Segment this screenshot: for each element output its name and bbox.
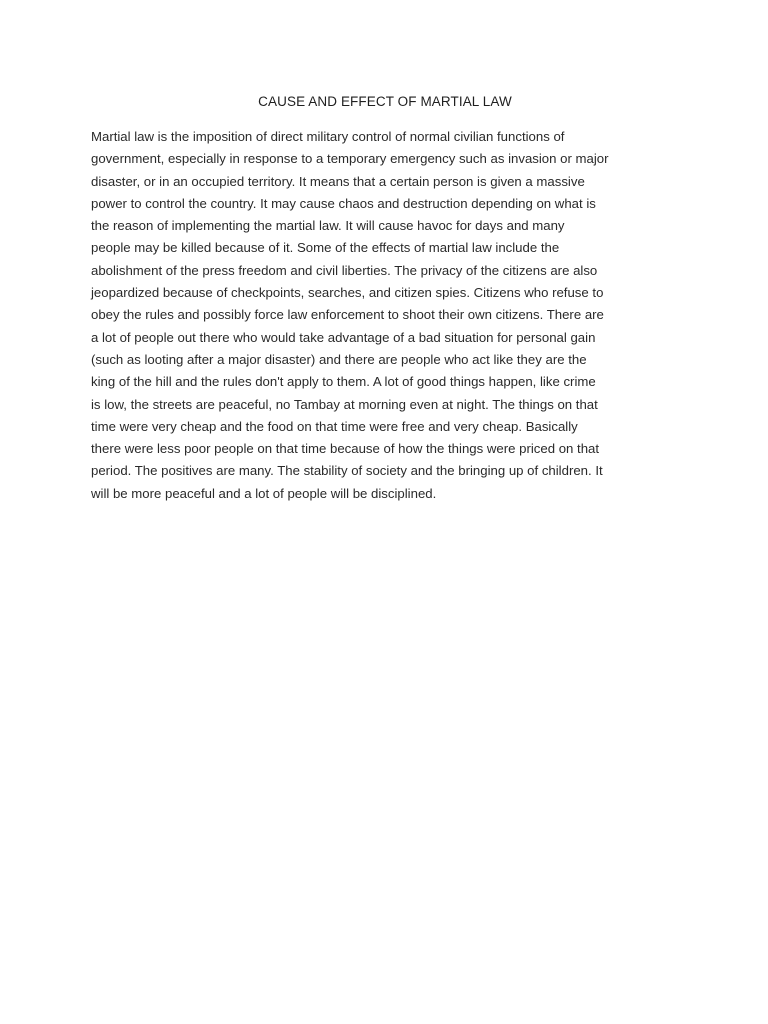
paragraph-line: jeopardized because of checkpoints, searches, and citizen spies. Citizens who refuse to (91, 285, 604, 301)
paragraph-line: people may be killed because of it. Some of the effects of martial law include the (91, 240, 560, 256)
paragraph-line: period. The positives are many. The stability of society and the bringing up of children. It (91, 463, 603, 479)
paragraph-line: (such as looting after a major disaster) and there are people who act like they are the (91, 351, 587, 367)
paragraph-line: king of the hill and the rules don't apply to them. A lot of good things happen, like crime (91, 374, 596, 390)
paragraph-line: a lot of people out there who would take advantage of a bad situation for personal gain (91, 329, 596, 345)
paragraph-line: Martial law is the imposition of direct military control of normal civilian functions of (91, 129, 565, 144)
paragraph-line: will be more peaceful and a lot of people will be disciplined. (91, 485, 437, 501)
document-paragraph (91, 126, 683, 505)
paragraph-line: the reason of implementing the martial law. It will cause havoc for days and many (91, 218, 565, 234)
paragraph-line: there were less poor people on that time because of how the things were priced on that (91, 441, 600, 457)
paragraph-line: disaster, or in an occupied territory. It means that a certain person is given a massive (91, 173, 585, 189)
paragraph-line: government, especially in response to a temporary emergency such as invasion or major (91, 151, 609, 167)
paragraph-line: abolishment of the press freedom and civil liberties. The privacy of the citizens are also (91, 262, 598, 278)
paragraph-line: power to control the country. It may cause chaos and destruction depending on what is (91, 195, 596, 211)
paragraph-line: time were very cheap and the food on that time were free and very cheap. Basically (91, 418, 578, 434)
paragraph-line: obey the rules and possibly force law enforcement to shoot their own citizens. There are (91, 307, 604, 323)
document-title: CAUSE AND EFFECT OF MARTIAL LAW (258, 94, 512, 109)
paragraph-line: is low, the streets are peaceful, no Tambay at morning even at night. The things on that (91, 396, 598, 412)
